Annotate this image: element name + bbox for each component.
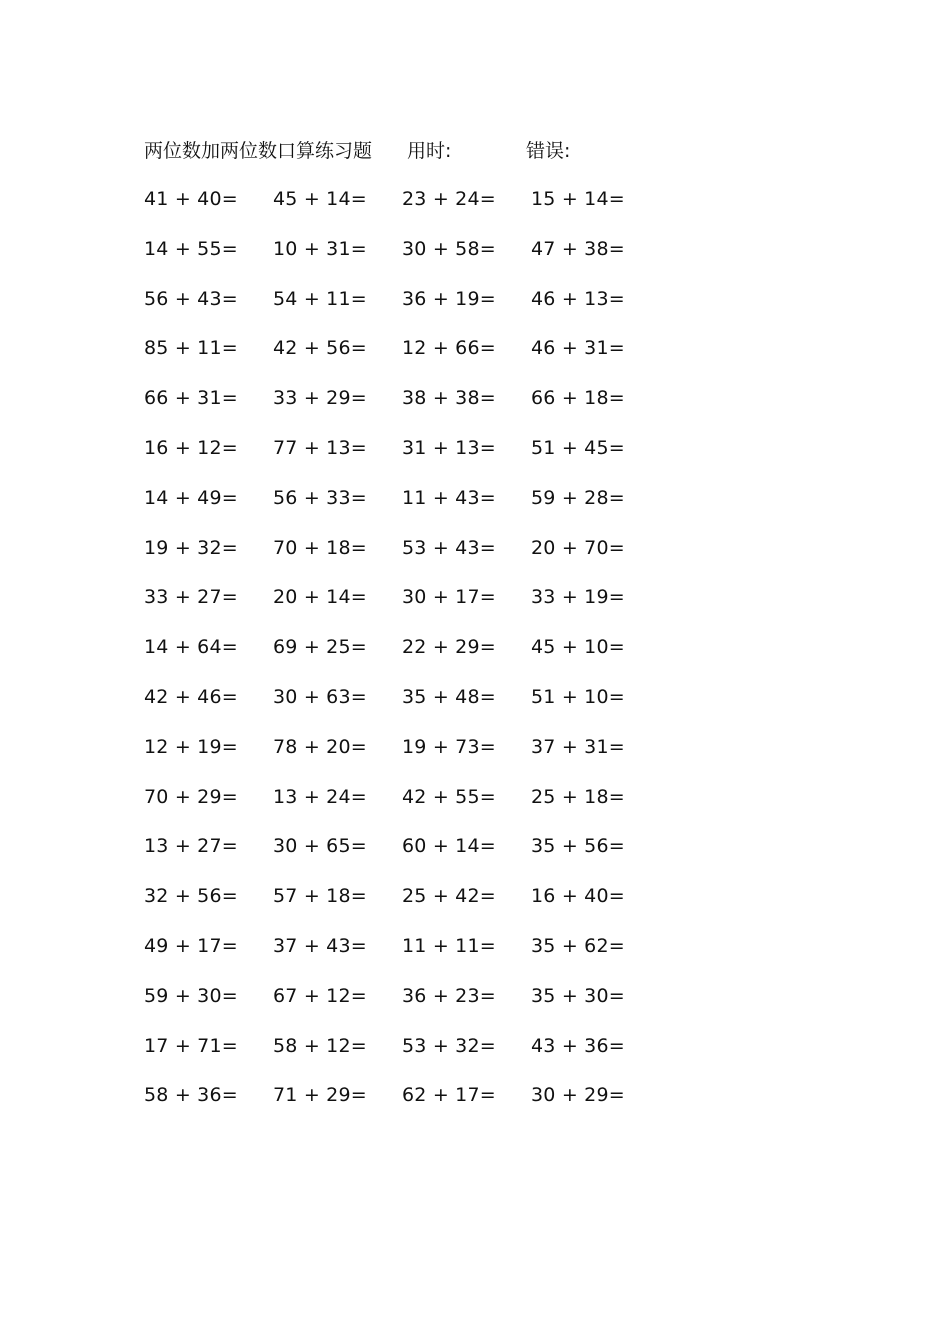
problem-item: 38 + 38= [402,387,496,410]
problem-item: 10 + 31= [273,237,367,260]
problem-item: 19 + 32= [144,536,238,559]
problem-item: 78 + 20= [273,735,367,758]
problem-item: 30 + 58= [402,237,496,260]
errors-label: 错误: [526,140,571,162]
problem-item: 13 + 24= [273,785,367,808]
worksheet-header [144,136,704,166]
problem-row [144,234,704,284]
problem-item: 42 + 55= [402,785,496,808]
problem-item: 70 + 29= [144,785,238,808]
problem-item: 54 + 11= [273,287,367,310]
problem-item: 30 + 29= [531,1084,625,1107]
problem-row [144,433,704,483]
problem-row [144,582,704,632]
problem-item: 42 + 56= [273,337,367,360]
problem-item: 30 + 65= [273,835,367,858]
problem-item: 46 + 31= [531,337,625,360]
problem-item: 35 + 56= [531,835,625,858]
time-used-label: 用时: [407,140,452,162]
problem-item: 11 + 11= [402,934,496,957]
problem-item: 57 + 18= [273,885,367,908]
problem-item: 32 + 56= [144,885,238,908]
problem-row [144,782,704,832]
problem-grid [144,184,704,1130]
problem-item: 59 + 28= [531,486,625,509]
problem-item: 45 + 10= [531,636,625,659]
problem-item: 36 + 23= [402,984,496,1007]
problem-item: 14 + 55= [144,237,238,260]
problem-item: 53 + 43= [402,536,496,559]
problem-row [144,682,704,732]
problem-item: 13 + 27= [144,835,238,858]
problem-item: 36 + 19= [402,287,496,310]
problem-item: 12 + 66= [402,337,496,360]
problem-row [144,632,704,682]
problem-row [144,831,704,881]
problem-item: 15 + 14= [531,188,625,210]
problem-item: 31 + 13= [402,436,496,459]
problem-item: 37 + 31= [531,735,625,758]
problem-row [144,881,704,931]
problem-item: 45 + 14= [273,188,367,210]
problem-item: 66 + 31= [144,387,238,410]
problem-item: 12 + 19= [144,735,238,758]
problem-item: 70 + 18= [273,536,367,559]
problem-item: 56 + 33= [273,486,367,509]
problem-item: 59 + 30= [144,984,238,1007]
problem-row [144,732,704,782]
problem-item: 16 + 12= [144,436,238,459]
problem-item: 51 + 45= [531,436,625,459]
problem-item: 56 + 43= [144,287,238,310]
problem-item: 42 + 46= [144,685,238,708]
problem-item: 14 + 49= [144,486,238,509]
problem-row [144,333,704,383]
problem-item: 43 + 36= [531,1034,625,1057]
problem-item: 35 + 30= [531,984,625,1007]
problem-row [144,383,704,433]
problem-row [144,981,704,1031]
problem-item: 49 + 17= [144,934,238,957]
problem-item: 25 + 18= [531,785,625,808]
problem-item: 33 + 27= [144,586,238,609]
problem-row [144,483,704,533]
problem-row [144,533,704,583]
problem-item: 35 + 62= [531,934,625,957]
problem-row [144,1031,704,1081]
problem-item: 37 + 43= [273,934,367,957]
problem-item: 19 + 73= [402,735,496,758]
problem-item: 85 + 11= [144,337,238,360]
problem-item: 33 + 19= [531,586,625,609]
problem-row [144,1080,704,1130]
problem-item: 62 + 17= [402,1084,496,1107]
problem-item: 67 + 12= [273,984,367,1007]
problem-item: 30 + 63= [273,685,367,708]
worksheet-title: 两位数加两位数口算练习题 [144,140,373,162]
problem-row [144,284,704,334]
problem-item: 58 + 12= [273,1034,367,1057]
problem-item: 17 + 71= [144,1034,238,1057]
problem-item: 47 + 38= [531,237,625,260]
problem-item: 46 + 13= [531,287,625,310]
problem-item: 20 + 70= [531,536,625,559]
problem-item: 14 + 64= [144,636,238,659]
problem-item: 30 + 17= [402,586,496,609]
problem-item: 16 + 40= [531,885,625,908]
problem-item: 33 + 29= [273,387,367,410]
problem-item: 53 + 32= [402,1034,496,1057]
problem-item: 77 + 13= [273,436,367,459]
problem-item: 69 + 25= [273,636,367,659]
problem-item: 35 + 48= [402,685,496,708]
problem-row [144,184,704,234]
problem-item: 25 + 42= [402,885,496,908]
problem-item: 58 + 36= [144,1084,238,1107]
problem-item: 20 + 14= [273,586,367,609]
problem-item: 66 + 18= [531,387,625,410]
problem-item: 60 + 14= [402,835,496,858]
problem-item: 71 + 29= [273,1084,367,1107]
problem-item: 11 + 43= [402,486,496,509]
problem-row [144,931,704,981]
problem-item: 51 + 10= [531,685,625,708]
problem-item: 23 + 24= [402,188,496,210]
problem-item: 22 + 29= [402,636,496,659]
problem-item: 41 + 40= [144,188,238,210]
